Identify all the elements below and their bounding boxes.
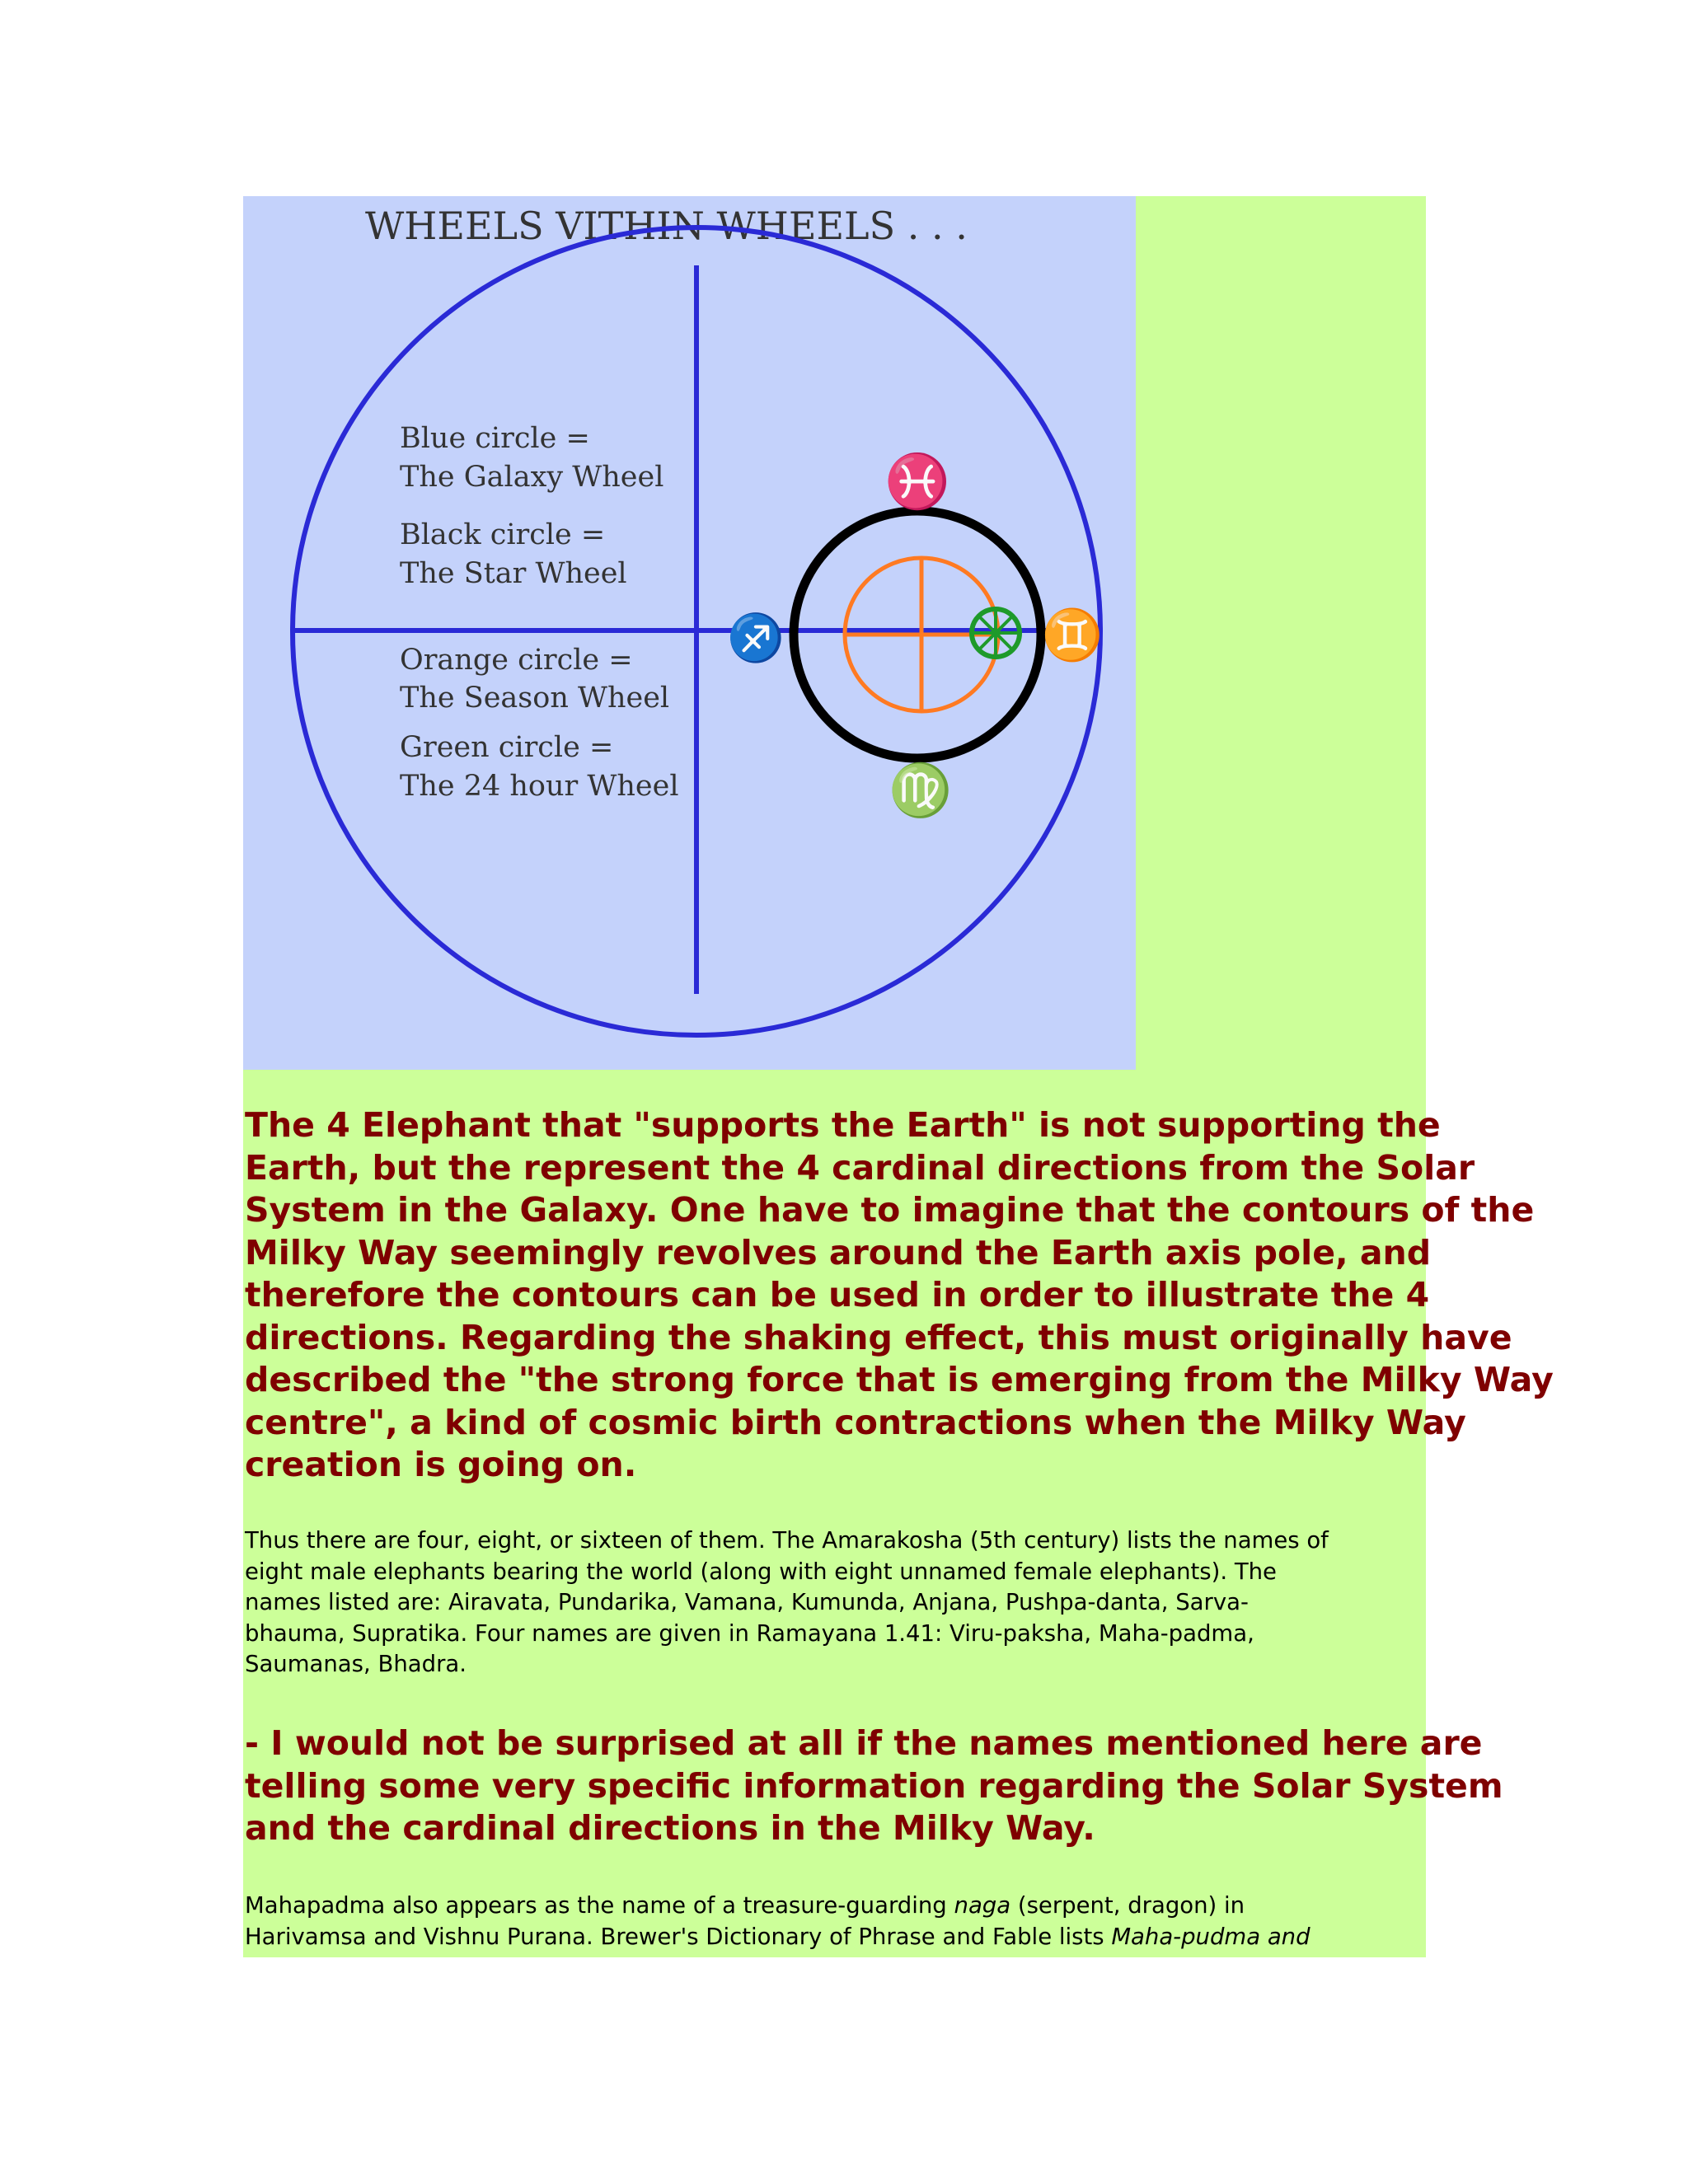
text-line: Milky Way seemingly revolves around the Earth axis pole, and (245, 1232, 1432, 1272)
gemini-icon: ♊ (1041, 607, 1104, 664)
hour-wheel (972, 609, 1020, 657)
legend-orange-line1: Orange circle = (400, 644, 633, 677)
text-line: eight male elephants bearing the world (along with eight unnamed female elephants). The (245, 1558, 1277, 1585)
text-line: centre", a kind of cosmic birth contractions when the Milky Way (245, 1402, 1466, 1442)
legend-green-line1: Green circle = (400, 731, 614, 764)
sagittarius-icon: ♐ (727, 612, 785, 665)
text-line: therefore the contours can be used in order to illustrate the 4 (245, 1275, 1430, 1315)
virgo-icon: ♍ (889, 760, 953, 820)
wheels-diagram-svg (243, 196, 1136, 1070)
text-segment: Harivamsa and Vishnu Purana. Brewer's Dictionary of Phrase and Fable lists (245, 1923, 1112, 1950)
diagram-title: WHEELS VITHIN WHEELS . . . (365, 204, 968, 248)
text-line (245, 1922, 1423, 1953)
paragraph-elephants-directions (245, 1104, 1554, 1487)
legend-black-line2: The Star Wheel (400, 557, 627, 590)
text-line: creation is going on. (245, 1445, 637, 1484)
text-line: telling some very specific information regarding the Solar System (245, 1765, 1503, 1806)
paragraph-amarakosha (245, 1526, 1423, 1680)
text-line: System in the Galaxy. One have to imagine that the contours of the (245, 1190, 1535, 1230)
text-line: Earth, but the represent the 4 cardinal directions from the Solar (245, 1147, 1475, 1188)
wheels-diagram (243, 196, 1136, 1070)
paragraph-mahapadma (245, 1891, 1423, 1952)
text-line: The 4 Elephant that "supports the Earth" is not supporting the (245, 1105, 1441, 1145)
pisces-icon: ♓ (884, 452, 950, 513)
paragraph-names-information (245, 1722, 1503, 1850)
naga-term: naga (954, 1892, 1011, 1919)
text-line: described the "the strong force that is emerging from the Milky Way (245, 1360, 1554, 1399)
text-line: and the cardinal directions in the Milky Way. (245, 1808, 1095, 1848)
text-line: Thus there are four, eight, or sixteen of them. The Amarakosha (5th century) lists the names of (245, 1527, 1329, 1554)
text-line: directions. Regarding the shaking effect, this must originally have (245, 1317, 1512, 1357)
text-line (245, 1891, 1423, 1922)
text-segment: Mahapadma also appears as the name of a treasure-guarding (245, 1892, 954, 1919)
text-line: - I would not be surprised at all if the names mentioned here are (245, 1723, 1483, 1763)
text-line: names listed are: Airavata, Pundarika, Vamana, Kumunda, Anjana, Pushpa-danta, Sarva- (245, 1589, 1249, 1615)
maha-pudma-term: Maha-pudma and (1111, 1923, 1311, 1950)
legend-orange-line2: The Season Wheel (400, 682, 670, 715)
text-segment: (serpent, dragon) in (1010, 1892, 1245, 1919)
text-line: bhauma, Supratika. Four names are given in Ramayana 1.41: Viru-paksha, Maha-padma, (245, 1619, 1254, 1647)
legend-blue-line2: The Galaxy Wheel (400, 461, 664, 494)
legend-black-line1: Black circle = (400, 518, 606, 551)
legend-green-line2: The 24 hour Wheel (400, 770, 679, 803)
legend-blue-line1: Blue circle = (400, 422, 590, 455)
text-line: Saumanas, Bhadra. (245, 1651, 467, 1677)
